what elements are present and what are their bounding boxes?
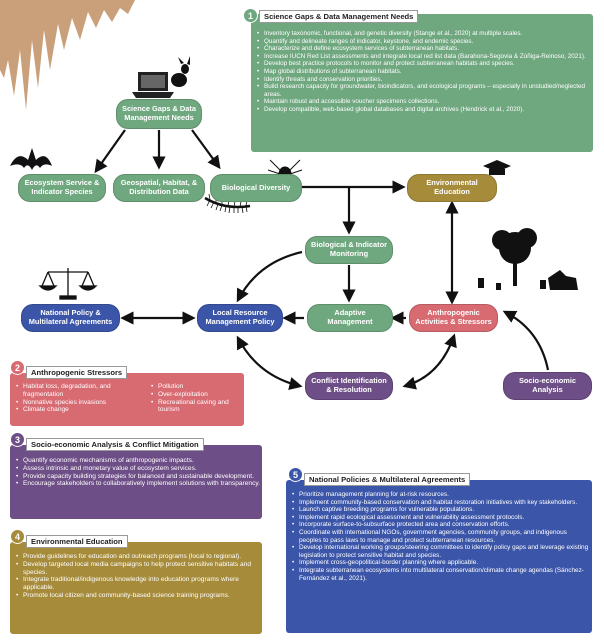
list-item: • Develop targeted local media campaigns to help protect sensitive habitats and species.: [16, 561, 260, 577]
node-conflict-identification: Conflict Identification & Resolution: [305, 372, 393, 400]
node-local-resource: Local Resource Management Policy: [197, 304, 283, 332]
node-geospatial: Geospatial, Habitat, & Distribution Data: [113, 174, 205, 202]
list-item: • Climate change: [16, 406, 151, 414]
panel-title-national-policies: National Policies & Multilateral Agreements: [304, 473, 470, 486]
list-item: • Over-exploitation: [151, 391, 243, 399]
list-item: • Prioritize management planning for at-risk resources.: [292, 491, 590, 499]
panel-socio-economic: [10, 445, 262, 519]
list-item: • Integrate traditional/indigenous knowledge into education programs where applicable.: [16, 576, 260, 592]
list-item: • Implement community-based conservation and habitat restoration initiatives with key stakeholders.: [292, 499, 590, 507]
list-item: • Provide guidelines for education and outreach programs (local to regional).: [16, 553, 260, 561]
node-bio-indicator-monitoring: Biological & Indicator Monitoring: [305, 236, 393, 264]
list-item: • Increase IUCN Red List assessments and integrate local red list data (Barahona-Segovia & Zúñiga-Reinoso, 2021).: [257, 53, 591, 61]
list-item: • Implement cross-geopolitical-border planning where applicable.: [292, 559, 590, 567]
list-item: • Nonnative species invasions: [16, 399, 151, 407]
list-item: • Quantify economic mechanisms of anthropogenic impacts.: [16, 457, 260, 465]
bat-icon: [10, 148, 52, 170]
node-environmental-education: Environmental Education: [407, 174, 497, 202]
panel-science-gaps-list: [257, 30, 591, 114]
list-item: • Map global distributions of subterranean habitats.: [257, 68, 591, 76]
list-item: • Develop compatible, web-based global databases and digital archives (Hendrick et al., 2020).: [257, 106, 591, 114]
deforestation-icon: [478, 228, 578, 290]
panel-stressors-list-col1: [16, 383, 151, 414]
node-socio-economic: Socio-economic Analysis: [503, 372, 592, 400]
panel-title-socio-economic: Socio-economic Analysis & Conflict Mitigation: [26, 438, 204, 451]
laptop-icon: [132, 72, 174, 98]
list-item: • Launch captive breeding programs for vulnerable populations.: [292, 506, 590, 514]
list-item: • Maintain robust and accessible voucher specimens collections.: [257, 98, 591, 106]
scales-icon: [40, 268, 96, 299]
list-item: • Pollution: [151, 383, 243, 391]
panel-science-gaps: [251, 14, 593, 152]
list-item: • Coordinate with international NGOs, government agencies, community groups, and indigenous peoples to pass laws to manage and protect subterranean resources.: [292, 529, 590, 544]
panel-policies-list: [292, 491, 590, 582]
list-item: • Habitat loss, degradation, and fragmentation: [16, 383, 151, 399]
node-biological-diversity: Biological Diversity: [210, 174, 302, 202]
list-item: • Implement rapid ecological assessment and vulnerability assessment protocols.: [292, 514, 590, 522]
stalactite-icon: [0, 0, 135, 110]
node-ecosystem-service: Ecosystem Service & Indicator Species: [18, 174, 106, 202]
panel-stressors-list-col2: [151, 383, 243, 414]
panel-title-science-gaps: Science Gaps & Data Management Needs: [259, 10, 418, 23]
list-item: • Characterize and define ecosystem services of subterranean habitats.: [257, 45, 591, 53]
list-item: • Identify threats and conservation priorities.: [257, 76, 591, 84]
panel-socio-economic-list: [16, 457, 260, 488]
panel-education-list: [16, 553, 260, 600]
list-item: • Build research capacity for groundwater, bioindicators, and ecological programs – especially in unstudied/neglected areas.: [257, 83, 591, 98]
list-item: • Develop international working groups/steering committees to identify policy gaps and leverage existing legislation to protect sensitive habitat and species.: [292, 544, 590, 559]
list-item: • Recreational caving and tourism: [151, 399, 243, 415]
rodent-icon: [171, 56, 190, 87]
node-science-gaps: Science Gaps & Data Management Needs: [116, 99, 202, 129]
list-item: • Incorporate surface-to-subsurface protected area and conservation efforts.: [292, 521, 590, 529]
panel-number-5: 5: [288, 467, 303, 482]
list-item: • Provide capacity building strategies for balanced and sustainable development.: [16, 473, 260, 481]
node-national-policy: National Policy & Multilateral Agreements: [21, 304, 120, 332]
list-item: • Encourage stakeholders to collaboratively implement solutions with transparency.: [16, 480, 260, 488]
list-item: • Quantify and delineate ranges of indicator, keystone, and endemic species.: [257, 38, 591, 46]
node-anthropogenic-activities: Anthropogenic Activities & Stressors: [409, 304, 498, 332]
panel-number-2: 2: [10, 360, 25, 375]
list-item: • Integrate subterranean ecosystems into multilateral conservation/climate change agendas (Sánchez-Fernández et al., 2021).: [292, 567, 590, 582]
panel-number-1: 1: [243, 8, 258, 23]
panel-title-environmental-education: Environmental Education: [26, 535, 128, 548]
list-item: • Inventory taxonomic, functional, and genetic diversity (Stange et al., 2020) at multiple scales.: [257, 30, 591, 38]
panel-environmental-education: [10, 542, 262, 634]
graduation-cap-icon: [483, 160, 511, 175]
panel-national-policies: [286, 480, 592, 633]
node-adaptive-management: Adaptive Management: [307, 304, 393, 332]
panel-number-4: 4: [10, 529, 25, 544]
list-item: • Assess intrinsic and monetary value of ecosystem services.: [16, 465, 260, 473]
panel-anthropogenic-stressors: [10, 373, 244, 426]
panel-number-3: 3: [10, 432, 25, 447]
list-item: • Promote local citizen and community-based science training programs.: [16, 592, 260, 600]
list-item: • Develop best practice protocols to monitor and protect subterranean habitats and species.: [257, 60, 591, 68]
panel-title-anthropogenic-stressors: Anthropogenic Stressors: [26, 366, 127, 379]
